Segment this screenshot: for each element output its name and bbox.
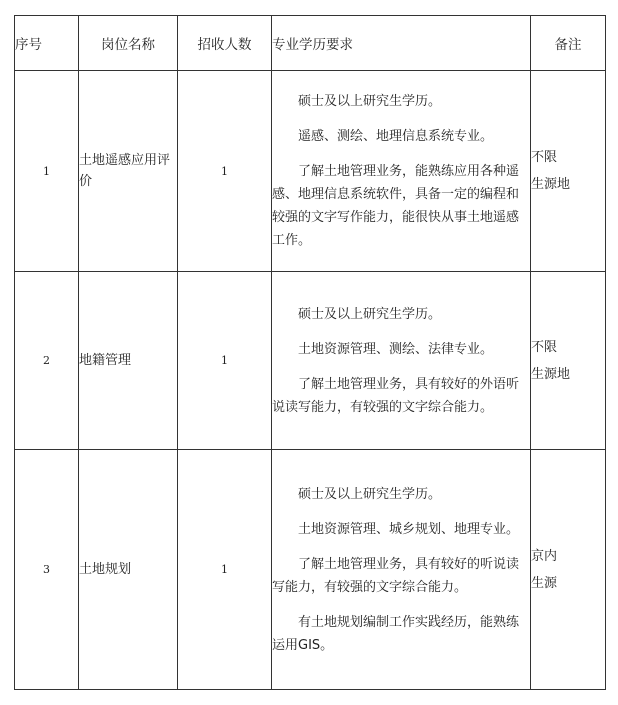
header-requirement: 专业学历要求	[272, 16, 531, 71]
requirement-item: 了解土地管理业务，具有较好的听说读写能力，有较强的文字综合能力。	[272, 556, 520, 595]
table-row	[15, 71, 606, 272]
row-requirements	[272, 71, 531, 272]
requirement-item: 有土地规划编制工作实践经历，能熟练运用GIS。	[272, 614, 520, 653]
requirement-item: 硕士及以上研究生学历。	[298, 486, 442, 502]
remark-line: 不限	[531, 150, 558, 165]
requirement-item: 土地资源管理、城乡规划、地理专业。	[298, 521, 520, 537]
header-count: 招收人数	[178, 16, 272, 71]
row-requirements	[272, 450, 531, 690]
remark-line: 生源	[531, 575, 558, 591]
row-index: 1	[15, 71, 79, 272]
requirement-item: 土地资源管理、测绘、法律专业。	[298, 341, 494, 357]
header-index: 序号	[15, 16, 79, 71]
table-row	[15, 450, 606, 690]
header-position: 岗位名称	[79, 16, 178, 71]
requirement-item: 了解土地管理业务，具有较好的外语听说读写能力，有较强的文字综合能力。	[272, 376, 520, 415]
remark-line: 不限	[531, 339, 558, 355]
remark-line: 京内	[531, 548, 558, 564]
row-position: 土地规划	[79, 450, 178, 690]
remark-line: 生源地	[531, 177, 571, 192]
row-requirements	[272, 272, 531, 450]
row-position: 土地遥感应用评价	[79, 71, 178, 272]
row-remark	[531, 71, 606, 272]
row-count: 1	[178, 450, 272, 690]
row-count: 1	[178, 272, 272, 450]
table-row	[15, 272, 606, 450]
header-row	[15, 16, 606, 71]
row-count: 1	[178, 71, 272, 272]
remark-line: 生源地	[531, 366, 571, 382]
recruitment-table	[14, 15, 606, 690]
row-remark	[531, 272, 606, 450]
row-index: 2	[15, 272, 79, 450]
requirement-item: 了解土地管理业务，能熟练应用各种遥感、地理信息系统软件，具备一定的编程和较强的文字写作能力，能很快从事土地遥感工作。	[272, 164, 520, 248]
row-remark	[531, 450, 606, 690]
row-index: 3	[15, 450, 79, 690]
requirement-item: 硕士及以上研究生学历。	[298, 94, 442, 109]
requirement-item: 硕士及以上研究生学历。	[298, 306, 442, 322]
requirement-item: 遥感、测绘、地理信息系统专业。	[298, 129, 494, 144]
header-remark: 备注	[531, 16, 606, 71]
row-position: 地籍管理	[79, 272, 178, 450]
